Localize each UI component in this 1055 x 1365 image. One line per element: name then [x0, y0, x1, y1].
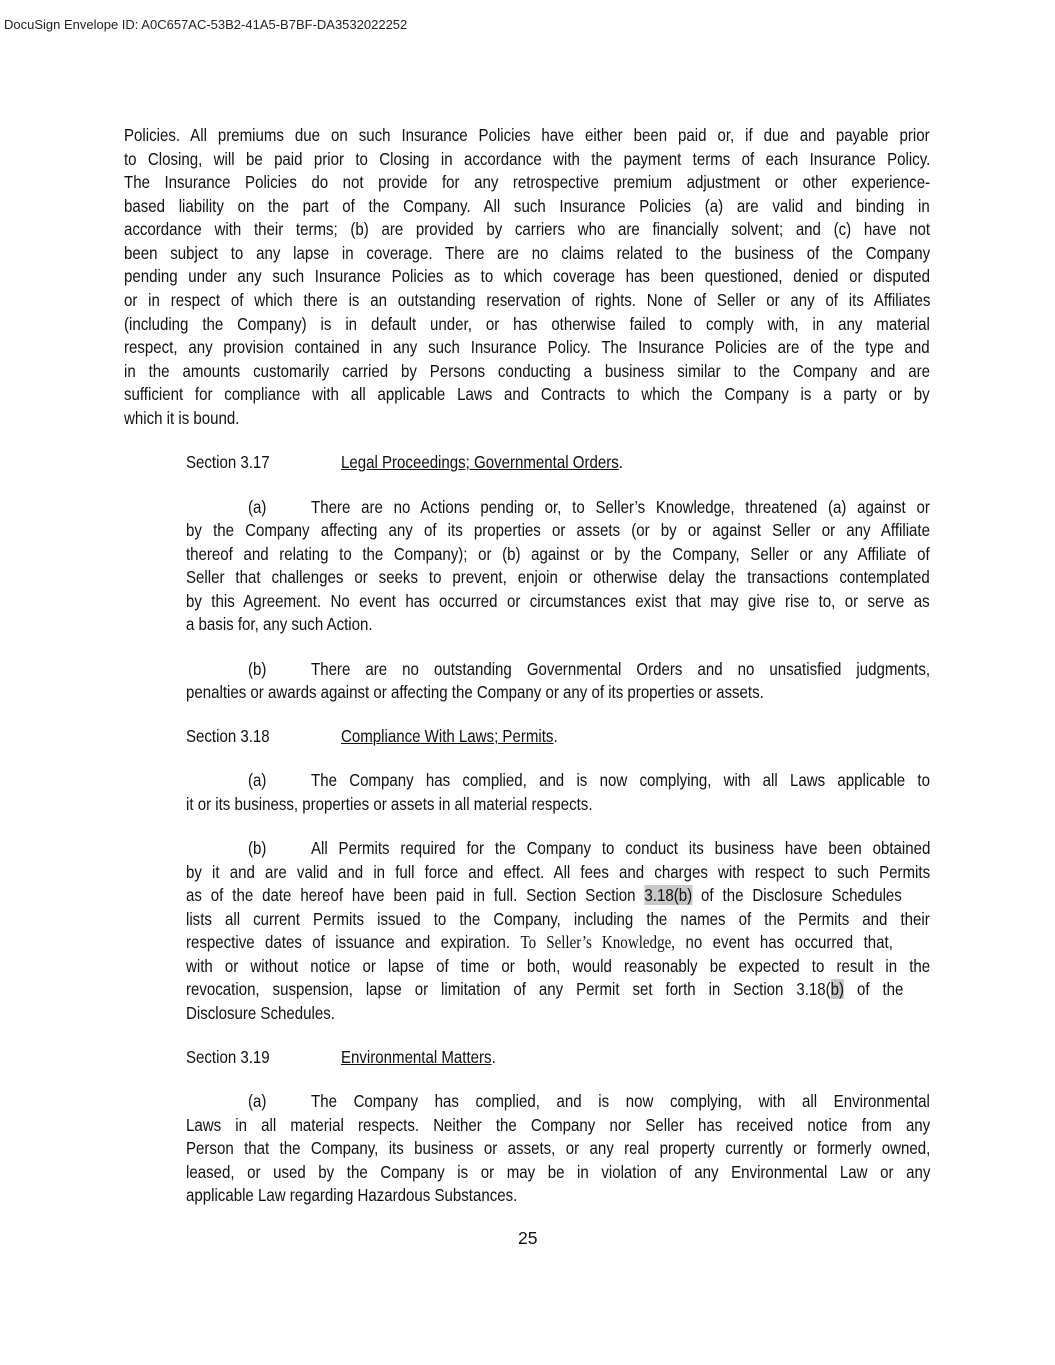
text-line: or in respect of which there is an outstanding reservation of rights. None of Seller or any of its Affiliates	[124, 290, 931, 310]
text-line: There are no outstanding Governmental Orders and no unsatisfied judgments,	[311, 659, 931, 679]
text-line: Seller that challenges or seeks to prevent, enjoin or otherwise delay the transactions contemplated	[186, 567, 930, 587]
text-line: with or without notice or lapse of time or both, would reasonably be expected to result in the	[186, 956, 931, 976]
subsection-label: (a)	[248, 1091, 267, 1111]
text-line: applicable Law regarding Hazardous Substances.	[186, 1185, 518, 1205]
text-line: The Company has complied, and is now complying, with all Environmental	[311, 1091, 930, 1111]
text-line: Laws in all material respects. Neither the Company nor Seller has received notice from any	[186, 1115, 931, 1135]
text-line: accordance with their terms; (b) are provided by carriers who are financially solvent; and (c) have not	[124, 219, 931, 239]
section-title-text: Compliance With Laws; Permits	[341, 726, 554, 746]
text-span: respective dates of issuance and expiration.	[186, 932, 511, 952]
text-line: to Closing, will be paid prior to Closing in accordance with the payment terms of each Insurance Policy.	[124, 149, 931, 169]
text-span: as of the date hereof have been paid in full. Section Section	[186, 885, 636, 905]
text-span: of the Disclosure Schedules	[701, 885, 902, 905]
section-number: Section 3.17	[186, 452, 270, 472]
text-span: of the	[856, 979, 904, 999]
text-line: in the amounts customarily carried by Persons conducting a business similar to the Company and are	[124, 361, 930, 381]
text-line: a basis for, any such Action.	[186, 614, 373, 634]
text-line: Person that the Company, its business or assets, or any real property currently or formerly owned,	[186, 1138, 931, 1158]
text-line: Disclosure Schedules.	[186, 1003, 335, 1023]
section-title-text: Legal Proceedings; Governmental Orders	[341, 452, 619, 472]
text-line: by this Agreement. No event has occurred or circumstances exist that may give rise to, or serve as	[186, 591, 930, 611]
text-line	[186, 885, 902, 905]
text-line	[186, 932, 893, 952]
text-line: leased, or used by the Company is or may be in violation of any Environmental Law or any	[186, 1162, 931, 1182]
text-line: thereof and relating to the Company); or (b) against or by the Company, Seller or any Affiliate of	[186, 544, 930, 564]
subsection-label: (a)	[248, 770, 267, 790]
text-line: penalties or awards against or affecting the Company or any of its properties or assets.	[186, 682, 764, 702]
section-title-text: Environmental Matters	[341, 1047, 492, 1067]
highlighted-reference: b)	[830, 979, 845, 999]
section-title: Legal Proceedings; Governmental Orders.	[341, 452, 623, 472]
text-line: by it and are valid and in full force and effect. All fees and charges with respect to such Permits	[186, 862, 931, 882]
text-line: pending under any such Insurance Policies as to which coverage has been questioned, denied or disputed	[124, 266, 931, 286]
text-line: Policies. All premiums due on such Insurance Policies have either been paid or, if due and payable prior	[124, 125, 930, 145]
section-title: Environmental Matters.	[341, 1047, 496, 1067]
docusign-envelope-id: DocuSign Envelope ID: A0C657AC-53B2-41A5-B7BF-DA3532022252	[4, 17, 408, 32]
subsection-label: (a)	[248, 497, 267, 517]
text-line: sufficient for compliance with all applicable Laws and Contracts to which the Company is a party or by	[124, 384, 930, 404]
text-line: The Insurance Policies do not provide for any retrospective premium adjustment or other experience-	[124, 172, 931, 192]
text-span: no event has occurred that,	[685, 932, 893, 952]
text-line: by the Company affecting any of its properties or assets (or by or against Seller or any Affiliate	[186, 520, 930, 540]
text-span: revocation, suspension, lapse or limitation of any Permit set forth in Section 3.18(	[186, 979, 831, 999]
highlighted-reference: 3.18(b)	[644, 885, 693, 905]
text-line: respect, any provision contained in any such Insurance Policy. The Insurance Policies are of the type and	[124, 337, 930, 357]
text-line: All Permits required for the Company to conduct its business have been obtained	[311, 838, 931, 858]
text-line: which it is bound.	[124, 408, 240, 428]
subsection-label: (b)	[248, 838, 267, 858]
text-line: been subject to any lapse in coverage. There are no claims related to the business of the Company	[124, 243, 931, 263]
text-line: lists all current Permits issued to the Company, including the names of the Permits and their	[186, 909, 930, 929]
page-number: 25	[518, 1228, 538, 1248]
subsection-label: (b)	[248, 659, 267, 679]
text-line: based liability on the part of the Company. All such Insurance Policies (a) are valid and binding in	[124, 196, 930, 216]
text-line: (including the Company) is in default under, or has otherwise failed to comply with, in any material	[124, 314, 930, 334]
section-title: Compliance With Laws; Permits.	[341, 726, 558, 746]
text-line: The Company has complied, and is now complying, with all Laws applicable to	[311, 770, 930, 790]
section-number: Section 3.18	[186, 726, 270, 746]
text-line: There are no Actions pending or, to Seller’s Knowledge, threatened (a) against or	[311, 497, 930, 517]
section-number: Section 3.19	[186, 1047, 270, 1067]
text-line: it or its business, properties or assets in all material respects.	[186, 794, 593, 814]
serif-text-span: To Seller’s Knowledge,	[520, 932, 676, 952]
text-line	[186, 979, 903, 999]
